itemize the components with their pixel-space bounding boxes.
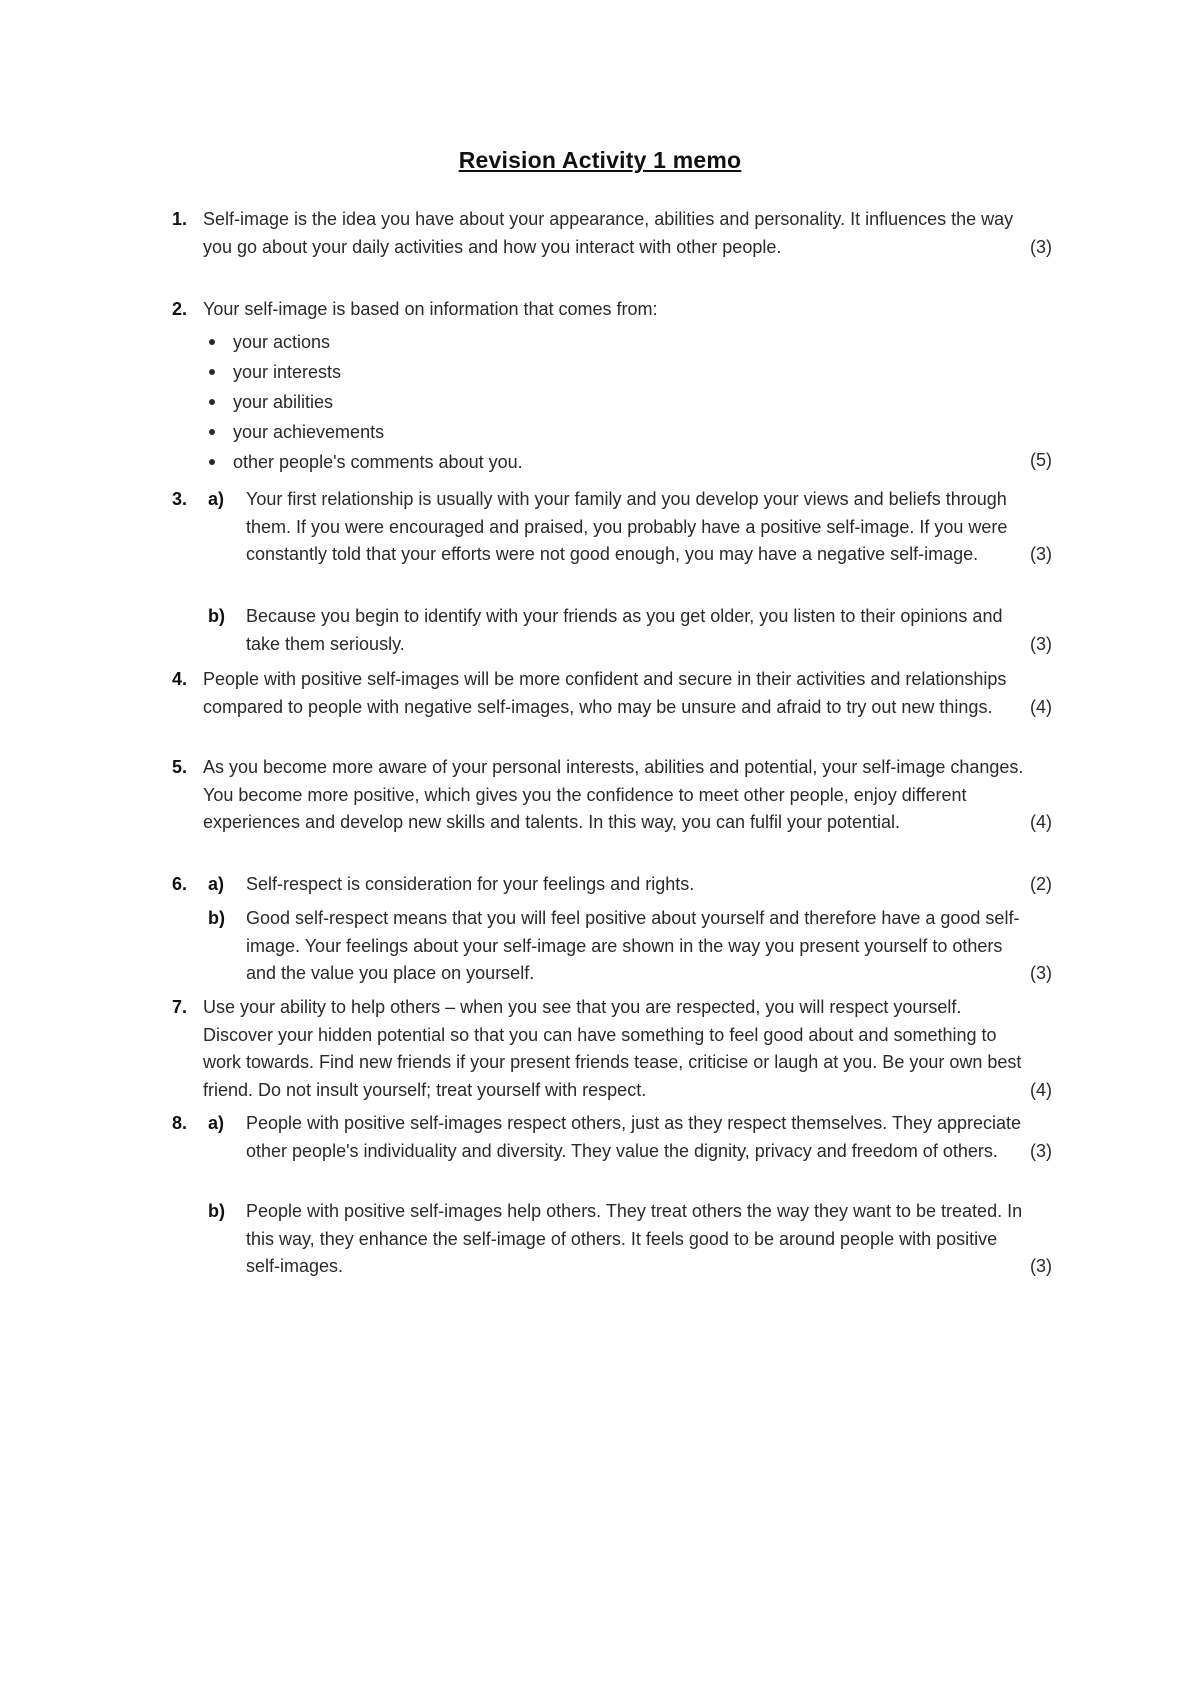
question-3b: [172, 603, 1052, 658]
bullet-icon: [209, 429, 215, 435]
mark-allocation: (3): [1030, 236, 1052, 257]
answer-text: People with positive self-images respect others, just as they respect themselves. They appreciate other people's individuality and diversity. They value the dignity, privacy and freedom of others.: [246, 1113, 1022, 1161]
mark-allocation: (2): [1030, 874, 1052, 894]
list-item: your actions: [203, 327, 1052, 357]
mark-allocation: (3): [1030, 1140, 1052, 1161]
question-number: 2.: [172, 299, 188, 319]
question-6b: [172, 905, 1052, 988]
part-label: a): [208, 1113, 225, 1133]
mark-allocation: (4): [1030, 812, 1052, 832]
mark-allocation: (4): [1030, 1079, 1052, 1100]
question-8a: [172, 1110, 1052, 1165]
list-item: other people's comments about you.: [203, 447, 1052, 477]
part-label: a): [208, 489, 225, 509]
page-title: Revision Activity 1 memo: [458, 147, 742, 173]
answer-text: People with positive self-images help others. They treat others the way they want to be treated. In this way, they enhance the self-image of others. It feels good to be around people with positive self-images.: [246, 1201, 1023, 1276]
question-1: [172, 206, 1052, 261]
mark-allocation: (4): [1030, 696, 1052, 717]
question-number: 1.: [172, 209, 188, 229]
mark-allocation: (3): [1030, 633, 1052, 654]
question-number: 7.: [172, 997, 188, 1017]
list-item: your abilities: [203, 387, 1052, 417]
answer-text: Because you begin to identify with your friends as you get older, you listen to their opinions and take them seriously.: [246, 606, 1003, 654]
question-3a: [172, 486, 1052, 569]
bullet-icon: [209, 339, 215, 345]
answer-text: Self-respect is consideration for your feelings and rights.: [246, 874, 695, 894]
question-number: 8.: [172, 1113, 188, 1133]
answer-text: Your self-image is based on information that comes from:: [203, 299, 658, 319]
part-label: b): [208, 606, 225, 626]
question-7: [172, 994, 1052, 1104]
mark-allocation: (3): [1030, 544, 1052, 564]
question-number: 5.: [172, 757, 188, 777]
part-label: b): [208, 1201, 225, 1221]
bullet-list: [203, 327, 1052, 477]
answer-text: Your first relationship is usually with your family and you develop your views and beliefs through them. If you were encouraged and praised, you probably have a positive self-image. If you were constantly told that your efforts were not good enough, you may have a negative self-image.: [246, 489, 1008, 564]
answer-text: As you become more aware of your personal interests, abilities and potential, your self-image changes. You become more positive, which gives you the confidence to meet other people, enjoy different experiences and develop new skills and talents. In this way, you can fulfil your potential.: [203, 757, 1024, 832]
answer-text: Self-image is the idea you have about your appearance, abilities and personality. It influences the way you go about your daily activities and how you interact with other people.: [203, 209, 1014, 257]
answer-text: Use your ability to help others – when you see that you are respected, you will respect yourself. Discover your hidden potential so that you can have something to feel good about and something to work towards. Find new friends if your present friends tease, criticise or laugh at you. Be your own best friend. Do not insult yourself; treat yourself with respect.: [203, 997, 1022, 1100]
part-label: b): [208, 908, 225, 928]
question-number: 4.: [172, 669, 188, 689]
list-item: your achievements: [203, 417, 1052, 447]
bullet-icon: [209, 399, 215, 405]
mark-allocation: (5): [1030, 450, 1052, 470]
part-label: a): [208, 874, 225, 894]
mark-allocation: (3): [1030, 963, 1052, 983]
mark-allocation: (3): [1030, 1256, 1052, 1276]
answer-text: Good self-respect means that you will feel positive about yourself and therefore have a good self-image. Your feelings about your self-image are shown in the way you present yourself to others and the value you place on yourself.: [246, 908, 1020, 983]
question-8b: [172, 1198, 1052, 1281]
question-6a: [172, 871, 1052, 899]
question-5: [172, 754, 1052, 837]
question-number: 3.: [172, 489, 188, 509]
bullet-icon: [209, 459, 215, 465]
question-number: 6.: [172, 874, 188, 894]
bullet-icon: [209, 369, 215, 375]
question-2: [172, 296, 1052, 477]
list-item: your interests: [203, 357, 1052, 387]
answer-text: People with positive self-images will be more confident and secure in their activities and relationships compared to people with negative self-images, who may be unsure and afraid to try out new things.: [203, 669, 1007, 717]
question-4: [172, 666, 1052, 721]
